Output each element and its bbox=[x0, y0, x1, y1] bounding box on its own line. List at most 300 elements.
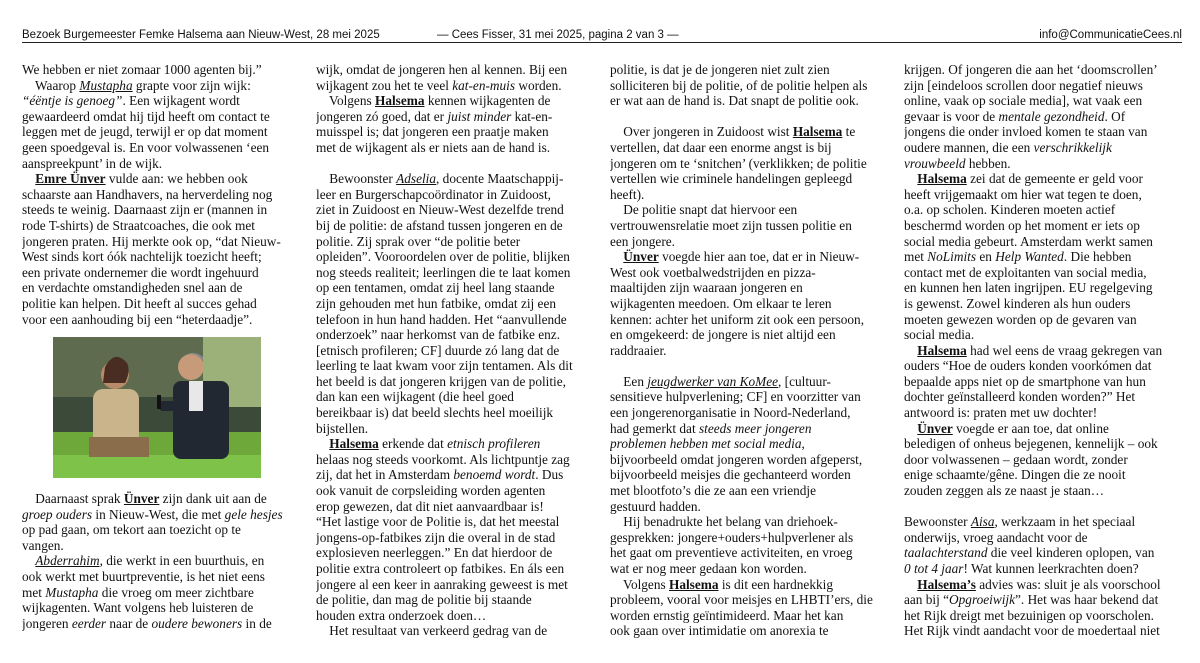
text-line bbox=[904, 358, 1180, 374]
paragraph-gap bbox=[904, 499, 1180, 515]
header-event-title: Bezoek Burgemeester Femke Halsema aan Nieuw-West, 28 mei 2025 bbox=[22, 29, 380, 41]
text-run: explosieven neerleggen.” En dat hierdoor de bbox=[316, 545, 553, 561]
text-line bbox=[610, 608, 886, 624]
emphasis-text: eerder bbox=[71, 615, 107, 631]
text-line bbox=[610, 171, 886, 187]
emphasis-text: Help Wanted bbox=[995, 249, 1064, 265]
emphasis-text: Adselia bbox=[396, 171, 437, 187]
text-line bbox=[22, 491, 298, 507]
text-line bbox=[22, 140, 298, 156]
speaker-name: Halsema bbox=[917, 342, 967, 358]
text-line bbox=[316, 452, 592, 468]
text-column-2 bbox=[316, 62, 592, 663]
text-line bbox=[22, 280, 298, 296]
emphasis-text: taalachterstand bbox=[904, 545, 988, 561]
emphasis-text: Opgroeiwijk bbox=[949, 592, 1016, 608]
text-line bbox=[904, 312, 1180, 328]
text-run: , die werkt in een buurthuis, en bbox=[99, 553, 265, 569]
emphasis-text: mentale gezondheid bbox=[998, 108, 1105, 124]
text-run: voegde er aan toe, dat online bbox=[952, 420, 1109, 436]
speaker-name: Halsema bbox=[792, 124, 843, 140]
text-run: bijstellen. bbox=[316, 420, 369, 436]
text-run: jongens die onder invloed komen te staan van bbox=[904, 124, 1148, 140]
text-line bbox=[904, 124, 1180, 140]
text-run: vertellen wie criminele handelingen gepleegd bbox=[610, 171, 853, 187]
text-run: , docente Maatschappij- bbox=[436, 171, 564, 187]
speaker-name: Halsema bbox=[669, 576, 719, 592]
text-line bbox=[904, 187, 1180, 203]
text-run: houden extra onderzoek doen… bbox=[316, 607, 487, 623]
emphasis-text: NoLimits bbox=[927, 249, 977, 265]
text-run: steeds te weinig. Daarnaast zijn er (mannen in bbox=[22, 202, 268, 218]
text-line bbox=[904, 327, 1180, 343]
text-line bbox=[904, 405, 1180, 421]
text-run: jongeren bbox=[22, 615, 72, 631]
emphasis-text: jeugdwerker van KoMee bbox=[647, 373, 779, 389]
text-run: West sinds kort óók nachtelijk toezicht heeft; bbox=[22, 249, 262, 265]
text-run: de politie, dan mag de politie bij staande bbox=[316, 592, 532, 608]
text-line bbox=[610, 265, 886, 281]
text-run: ! Wat kunnen leerkrachten doen? bbox=[963, 561, 1139, 576]
text-line bbox=[904, 296, 1180, 312]
text-line bbox=[610, 124, 886, 140]
text-run: Volgens bbox=[316, 93, 375, 109]
text-run: voegde hier aan toe, dat er in Nieuw- bbox=[658, 249, 860, 265]
emphasis-text: oudere bewoners bbox=[151, 615, 243, 631]
text-line bbox=[316, 202, 592, 218]
text-run: wijkagenten. Want volgens heb luisteren de bbox=[22, 600, 254, 616]
text-run: social media. bbox=[904, 327, 975, 343]
text-line bbox=[610, 249, 886, 265]
emphasis-text: Mustapha bbox=[45, 584, 99, 600]
text-line bbox=[610, 327, 886, 343]
text-run: onderzoek” naar herkomst van de fatbike enz. bbox=[316, 327, 561, 343]
text-line bbox=[22, 109, 298, 125]
text-run: op een tentamen, omdat zij heel lang staande bbox=[316, 280, 555, 296]
text-run: . Die hebben bbox=[1063, 249, 1132, 265]
text-line bbox=[316, 623, 592, 639]
text-run: ouders “Hoe de ouders konden voorkómen dat bbox=[904, 358, 1152, 374]
text-run: ook gaan over intimidatie om anorexia te bbox=[610, 623, 829, 639]
text-line bbox=[904, 202, 1180, 218]
paragraph-gap bbox=[316, 156, 592, 172]
emphasis-text: benoemd wordt bbox=[453, 467, 536, 483]
text-run: gesprekken: jongere+ouders+hulpverlener als bbox=[610, 529, 854, 545]
text-run: West ook voetbalwedstrijden en pizza- bbox=[610, 264, 816, 280]
text-column-4 bbox=[904, 62, 1180, 663]
text-line bbox=[316, 218, 592, 234]
text-line bbox=[904, 436, 1180, 452]
text-line bbox=[22, 93, 298, 109]
emphasis-text: groep ouders bbox=[22, 506, 93, 522]
text-line bbox=[904, 577, 1180, 593]
text-line bbox=[22, 600, 298, 616]
text-run: leer en Burgerschapcoördinator in Zuidoost, bbox=[316, 186, 551, 202]
text-line bbox=[610, 499, 886, 515]
text-line bbox=[316, 499, 592, 515]
text-run: met de wijkagent als er niets aan de hand is. bbox=[316, 139, 551, 155]
text-line bbox=[610, 343, 886, 359]
text-run: solliciteren bij de politie, of de politie helpen als bbox=[610, 77, 868, 93]
text-run: probleem, vooral voor meisjes en LHBTI’ers, die bbox=[610, 592, 873, 608]
text-line bbox=[904, 561, 1180, 577]
text-run: worden. bbox=[515, 77, 562, 93]
text-run: nog steeds realiteit; leerlingen die te laat komen bbox=[316, 264, 571, 280]
text-run: zei dat de gemeente er geld voor bbox=[966, 171, 1143, 187]
text-run: vertrouwensrelatie moet zijn tussen politie en bbox=[610, 217, 852, 233]
text-line bbox=[316, 280, 592, 296]
text-line bbox=[904, 514, 1180, 530]
text-line bbox=[610, 389, 886, 405]
text-run: Volgens bbox=[610, 576, 669, 592]
text-line bbox=[610, 280, 886, 296]
emphasis-text: problemen hebben met social media bbox=[610, 436, 802, 452]
text-run: rode T-shirts) de Straatcoaches, die ook met bbox=[22, 217, 256, 233]
text-line bbox=[316, 577, 592, 593]
text-run: bij de politie: de afstand tussen jongeren en de bbox=[316, 217, 563, 233]
text-line bbox=[610, 545, 886, 561]
text-line bbox=[22, 265, 298, 281]
text-run bbox=[904, 171, 917, 186]
text-run bbox=[904, 421, 917, 436]
speaker-name: Ünver bbox=[123, 491, 160, 507]
speaker-name: Halsema’s bbox=[917, 576, 976, 592]
text-run: te bbox=[842, 124, 856, 140]
text-line bbox=[316, 514, 592, 530]
text-run: opleiden”. Vooroordelen over de politie, blijken bbox=[316, 249, 570, 265]
text-line bbox=[316, 608, 592, 624]
text-run: maaltijden zijn waaraan jongeren en bbox=[610, 280, 803, 296]
emphasis-text: etnisch profileren bbox=[447, 436, 541, 452]
text-run: . Een wijkagent wordt bbox=[122, 93, 240, 109]
text-line bbox=[610, 156, 886, 172]
text-run: Hij benadrukte het belang van driehoek- bbox=[610, 514, 838, 530]
text-line bbox=[904, 374, 1180, 390]
text-run: in Nieuw-West, die met bbox=[92, 506, 225, 522]
text-run: raddraaier. bbox=[610, 342, 667, 358]
text-run: ook werkt met buurtpreventie, is het niet eens bbox=[22, 569, 265, 585]
text-run: naar de bbox=[106, 615, 152, 631]
text-run: politie, is dat je de jongeren niet zult zien bbox=[610, 62, 830, 77]
text-run: in de bbox=[242, 615, 272, 631]
text-run: met blootfoto’s die ze aan een vriendje bbox=[610, 483, 817, 499]
text-run: zouden zeggen als ze naast je staan… bbox=[904, 483, 1105, 499]
text-run bbox=[316, 436, 329, 451]
text-run: Het Rijk vindt aandacht voor de moedertaal niet bbox=[904, 623, 1160, 639]
text-run: moeten gewezen worden op de gevaren van bbox=[904, 311, 1137, 327]
text-run bbox=[904, 343, 917, 358]
text-run: bijvoorbeeld meisjes die gechanteerd worden bbox=[610, 467, 851, 483]
text-run: met bbox=[22, 584, 46, 600]
text-run: zijn gehouden met hun fatbike, omdat zij een bbox=[316, 295, 557, 311]
text-line bbox=[22, 156, 298, 172]
text-line bbox=[316, 592, 592, 608]
text-line bbox=[610, 202, 886, 218]
text-run: vangen. bbox=[22, 537, 64, 553]
text-line bbox=[904, 592, 1180, 608]
text-line bbox=[316, 312, 592, 328]
text-line bbox=[22, 616, 298, 632]
text-line bbox=[610, 467, 886, 483]
text-line bbox=[22, 553, 298, 569]
text-line bbox=[316, 545, 592, 561]
text-run: en verdachte omstandigheden snel aan de bbox=[22, 280, 243, 296]
text-line bbox=[610, 187, 886, 203]
speaker-name: Ünver bbox=[917, 420, 953, 436]
text-line bbox=[610, 62, 886, 78]
text-run: politie. Zij sprak over “de politie beter bbox=[316, 233, 521, 249]
text-run: , werkzaam in het speciaal bbox=[994, 514, 1136, 530]
text-run: erop gewezen, dat dit niet aanvaardbaar is! bbox=[316, 498, 544, 514]
text-line bbox=[316, 483, 592, 499]
text-line bbox=[904, 608, 1180, 624]
text-run: leerling te laat kwam voor zijn tentamen. Als dit bbox=[316, 358, 573, 374]
text-run: met bbox=[904, 249, 928, 265]
text-line bbox=[610, 234, 886, 250]
text-run: politie extra controleert op fatbikes. En áls een bbox=[316, 561, 565, 576]
text-run: worden ernstig geïntimideerd. Maar het kan bbox=[610, 607, 844, 623]
text-line bbox=[22, 522, 298, 538]
text-run: zijn dank uit aan de bbox=[159, 491, 267, 507]
text-line bbox=[610, 436, 886, 452]
text-column-3 bbox=[610, 62, 886, 663]
text-line bbox=[610, 514, 886, 530]
text-line bbox=[904, 280, 1180, 296]
paragraph-gap bbox=[610, 109, 886, 125]
text-line bbox=[22, 569, 298, 585]
emphasis-text: 0 tot 4 jaar bbox=[904, 561, 964, 576]
text-run: grapte voor zijn wijk: bbox=[132, 77, 251, 93]
text-line bbox=[316, 249, 592, 265]
text-line bbox=[904, 467, 1180, 483]
text-run bbox=[22, 553, 35, 568]
text-run bbox=[610, 249, 623, 264]
text-run: , [cultuur- bbox=[778, 373, 831, 389]
text-run: Bewoonster bbox=[316, 171, 397, 187]
text-line bbox=[610, 592, 886, 608]
text-line bbox=[904, 545, 1180, 561]
text-run: enige schaamte/gêne. Dingen die ze nooit bbox=[904, 467, 1126, 483]
text-run: die veel kinderen oplopen, van bbox=[987, 545, 1155, 561]
text-run: is dit een hardnekkig bbox=[718, 576, 833, 592]
text-run: De politie snapt dat hiervoor een bbox=[610, 202, 798, 218]
text-run: die vroeg om meer zichtbare bbox=[98, 584, 254, 600]
text-line bbox=[610, 421, 886, 437]
text-line bbox=[904, 483, 1180, 499]
text-run: ziet in Zuidoost en Nieuw-West dezelfde trend bbox=[316, 202, 564, 218]
text-run: , bbox=[801, 436, 805, 452]
text-line bbox=[316, 187, 592, 203]
text-run: vertellen, dat daar een enorme angst is bij bbox=[610, 139, 832, 155]
text-line bbox=[610, 452, 886, 468]
text-line bbox=[610, 561, 886, 577]
text-line bbox=[904, 530, 1180, 546]
text-run: jongeren praten. Hij merkte ook op, “dat Nieuw- bbox=[22, 233, 281, 249]
text-line bbox=[316, 234, 592, 250]
text-run bbox=[22, 171, 35, 186]
text-line bbox=[22, 507, 298, 523]
text-line bbox=[316, 358, 592, 374]
text-run: geen spoedgeval is. En voor volwassenen ‘een bbox=[22, 139, 270, 155]
text-run: . Of bbox=[1104, 108, 1126, 124]
speaker-name: Ünver bbox=[623, 249, 659, 265]
text-run: Waarop bbox=[22, 77, 80, 93]
text-run: bereikbaar is) dat beeld slechts heel moeilijk bbox=[316, 405, 554, 421]
speaker-name: Halsema bbox=[375, 93, 425, 109]
text-line bbox=[904, 109, 1180, 125]
text-run: gewaardeerd omdat hij tijd heeft om contact te bbox=[22, 108, 270, 124]
text-run: op pad gaan, om tekort aan toezicht op te bbox=[22, 522, 241, 538]
text-line bbox=[22, 171, 298, 187]
speaker-name: Halsema bbox=[329, 436, 379, 452]
text-line bbox=[904, 234, 1180, 250]
text-run: een private ondernemer die wordt ingehuurd bbox=[22, 264, 259, 280]
text-run: advies was: sluit je als voorschool bbox=[975, 576, 1161, 592]
text-run: jongeren om te ‘snitchen’ (verklikken; de politie bbox=[610, 155, 867, 171]
text-run: “Het lastige voor de Politie is, dat het meestal bbox=[316, 514, 560, 530]
text-run: aan bij “ bbox=[904, 592, 950, 608]
text-run: een jongere. bbox=[610, 233, 675, 249]
text-line bbox=[904, 623, 1180, 639]
text-line bbox=[22, 538, 298, 554]
text-line bbox=[22, 249, 298, 265]
text-run: We hebben er niet zomaar 1000 agenten bij.” bbox=[22, 62, 262, 77]
text-run: o.a. op scholen. Kinderen moeten actief bbox=[904, 202, 1116, 218]
text-run: contact met de exploitanten van social media, bbox=[904, 264, 1147, 280]
text-line bbox=[610, 218, 886, 234]
article-columns bbox=[22, 62, 1182, 663]
text-run: jongeren zó goed, dat er bbox=[316, 108, 448, 124]
text-run: muisspel is; dat jongeren een praatje maken bbox=[316, 124, 549, 140]
text-run: dan kan een wijkagent (die heel goed bbox=[316, 389, 514, 405]
text-line bbox=[316, 124, 592, 140]
text-run: Bewoonster bbox=[904, 514, 971, 530]
text-line bbox=[904, 78, 1180, 94]
text-line bbox=[316, 109, 592, 125]
text-run: wijkagent zou het te veel bbox=[316, 77, 453, 93]
text-run: gevaar is voor de bbox=[904, 108, 999, 124]
emphasis-text: verschrikkelijk bbox=[1033, 139, 1112, 155]
text-run: Daarnaast sprak bbox=[22, 491, 124, 507]
emphasis-text: vrouwbeeld bbox=[904, 155, 966, 171]
text-run: had gemerkt dat bbox=[610, 420, 699, 436]
text-line bbox=[22, 234, 298, 250]
text-run: er wat aan de hand is. Dat snapt de politie ook. bbox=[610, 93, 859, 109]
emphasis-text: Abderrahim bbox=[35, 553, 100, 569]
text-run: Het resultaat van verkeerd gedrag van de bbox=[316, 623, 548, 639]
text-run: zij, dat het in Amsterdam bbox=[316, 467, 454, 483]
text-line bbox=[904, 171, 1180, 187]
text-line bbox=[610, 374, 886, 390]
text-run: beschermd worden op het moment er iets op bbox=[904, 217, 1140, 233]
text-line bbox=[22, 312, 298, 328]
text-line bbox=[904, 421, 1180, 437]
text-line bbox=[904, 249, 1180, 265]
text-run: vulde aan: we hebben ook bbox=[105, 171, 248, 187]
text-run: voor een aanhouding bij een “heterdaadje”. bbox=[22, 311, 253, 327]
text-run: bijvoorbeeld omdat jongeren worden afgeperst, bbox=[610, 451, 863, 467]
text-line bbox=[22, 124, 298, 140]
text-run: en bbox=[976, 249, 996, 265]
text-line bbox=[316, 389, 592, 405]
text-line bbox=[316, 421, 592, 437]
emphasis-text: gele hesjes bbox=[224, 506, 283, 522]
text-line bbox=[316, 561, 592, 577]
text-run: helaas nog steeds voorkomt. Als lichtpuntje zag bbox=[316, 451, 570, 467]
text-line bbox=[316, 296, 592, 312]
text-run: politie kan helpen. Dit heeft al succes gehad bbox=[22, 295, 257, 311]
text-line bbox=[610, 483, 886, 499]
text-line bbox=[316, 343, 592, 359]
text-run: jongere al een keer in aanraking geweest is met bbox=[316, 576, 568, 592]
text-line bbox=[904, 265, 1180, 281]
page-header bbox=[22, 28, 1182, 43]
text-run: onderwijs, vroeg aandacht voor de bbox=[904, 529, 1088, 545]
text-run: kennen wijkagenten de bbox=[424, 93, 551, 109]
text-line bbox=[316, 405, 592, 421]
emphasis-text: Mustapha bbox=[79, 77, 133, 93]
text-run: social media gebeurt. Amsterdam werkt samen bbox=[904, 233, 1153, 249]
text-line bbox=[22, 202, 298, 218]
text-run: online, vaak op sociale media], wat vaak een bbox=[904, 93, 1143, 109]
text-line bbox=[904, 218, 1180, 234]
text-run: [etnisch profileren; CF] duurde zó lang dat de bbox=[316, 342, 560, 358]
text-line bbox=[316, 374, 592, 390]
speaker-name: Emre Ünver bbox=[35, 171, 106, 187]
text-line bbox=[610, 93, 886, 109]
text-run: heeft vrijgemaakt om hier wat tegen te doen, bbox=[904, 186, 1142, 202]
speaker-name: Halsema bbox=[917, 171, 967, 187]
text-run: sensitieve hulpverlening; CF] en voorzitter van bbox=[610, 389, 861, 405]
text-run: het beeld is dat jongeren krijgen van de politie, bbox=[316, 373, 566, 389]
text-run: wat er nog meer gedaan kon worden. bbox=[610, 561, 807, 576]
text-run: aanspreekpunt’ in de wijk. bbox=[22, 155, 163, 171]
emphasis-text: kat-en-muis bbox=[452, 77, 516, 93]
text-line bbox=[316, 78, 592, 94]
text-line bbox=[22, 62, 298, 78]
text-line bbox=[22, 296, 298, 312]
text-run: bepaalde apps niet op de smartphone van hun bbox=[904, 373, 1146, 389]
text-run: heeft). bbox=[610, 186, 645, 202]
text-run: een jongerenorganisatie in Noord-Nederland, bbox=[610, 405, 851, 421]
header-author-date-page: — Cees Fisser, 31 mei 2025, pagina 2 van 3 — bbox=[437, 29, 679, 41]
text-line bbox=[610, 140, 886, 156]
text-line bbox=[316, 171, 592, 187]
text-run: door volwassenen – gedaan wordt, zonder bbox=[904, 451, 1128, 467]
text-run: kennen: achter het uniform zit ook een persoon, bbox=[610, 311, 865, 327]
text-line bbox=[904, 93, 1180, 109]
text-run: had wel eens de vraag gekregen van bbox=[966, 342, 1163, 358]
text-line bbox=[316, 62, 592, 78]
text-run: jongens-op-fatbikes zijn die overal in de stad bbox=[316, 529, 556, 545]
text-line bbox=[610, 623, 886, 639]
text-run: zijn [eindeloos scrollen door negatief nieuws bbox=[904, 77, 1143, 93]
text-line bbox=[610, 78, 886, 94]
text-line bbox=[610, 530, 886, 546]
text-run: schaarste aan Handhavers, na herverdeling nog bbox=[22, 186, 273, 202]
text-run: telefoon in hun hand hadden. Het “aanvullende bbox=[316, 311, 567, 327]
emphasis-text: “éëntje is genoeg” bbox=[22, 93, 123, 109]
text-line bbox=[904, 452, 1180, 468]
text-run: het Rijk dreigt met bezuinigen op voorscholen. bbox=[904, 607, 1154, 623]
text-line bbox=[22, 218, 298, 234]
text-line bbox=[22, 585, 298, 601]
text-run: wijk, omdat de jongeren hen al kennen. Bij een bbox=[316, 62, 568, 77]
text-line bbox=[316, 93, 592, 109]
text-run: kat-en- bbox=[511, 108, 553, 124]
header-email: info@CommunicatieCees.nl bbox=[1039, 29, 1182, 41]
text-run: ”. Het was haar bekend dat bbox=[1015, 592, 1159, 608]
